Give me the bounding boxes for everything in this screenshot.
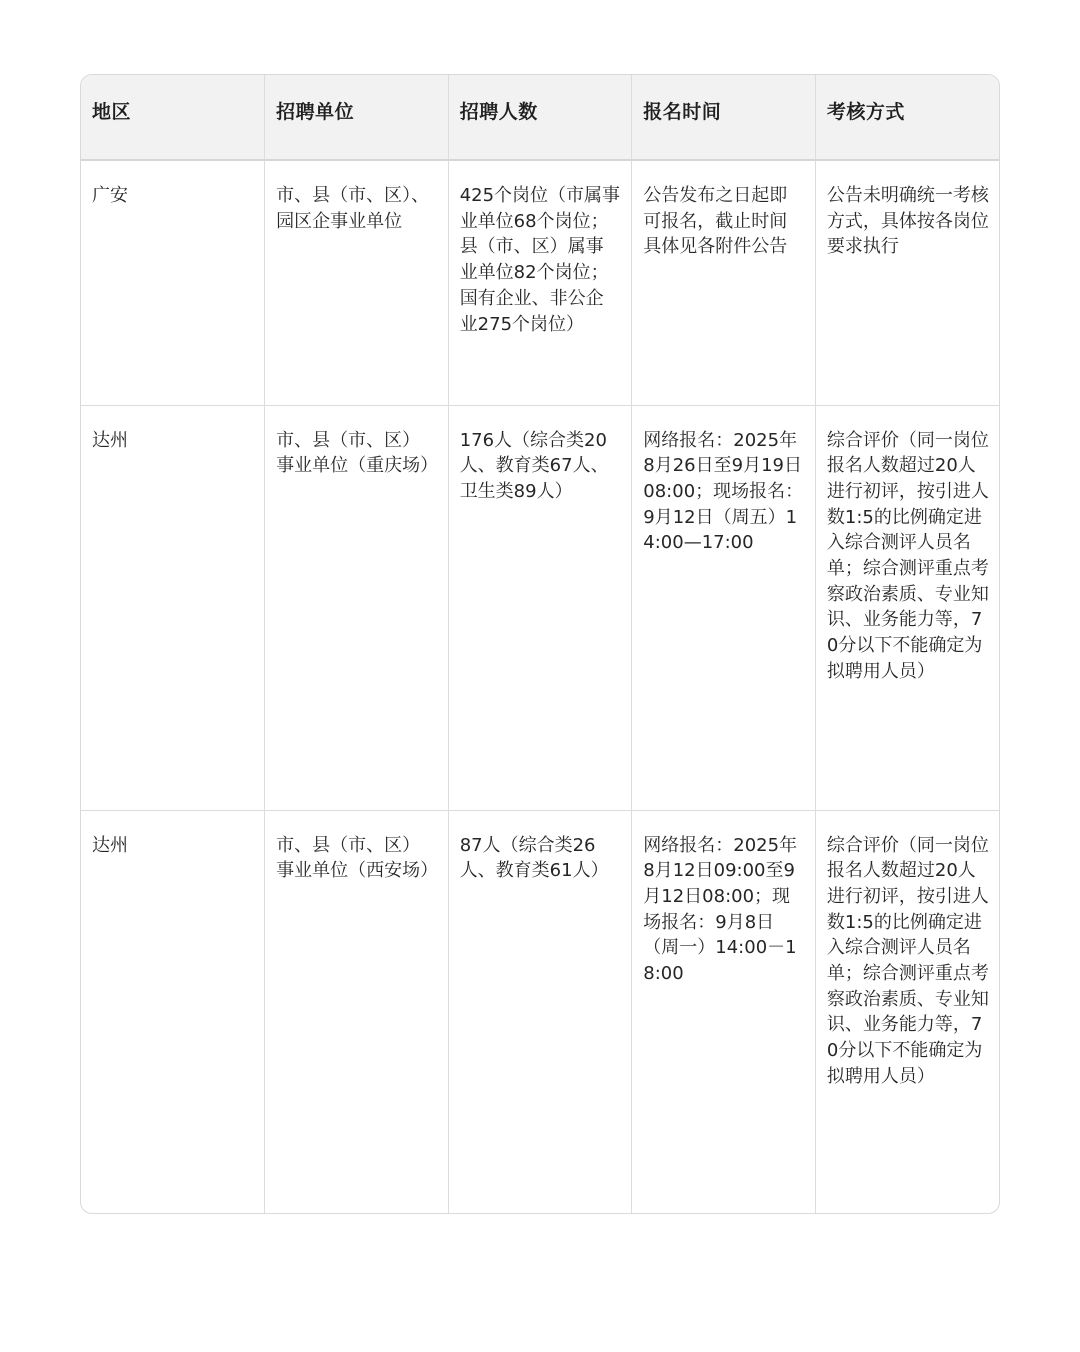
table-row: [81, 810, 999, 1214]
table-header-row: [81, 75, 999, 160]
header-unit: 招聘单位: [265, 75, 449, 160]
cell-time: 公告发布之日起即可报名，截止时间具体见各附件公告: [632, 160, 816, 405]
recruitment-table: [80, 74, 1000, 1214]
recruitment-table-grid: [81, 75, 999, 1214]
cell-region: 广安: [81, 160, 265, 405]
header-time: 报名时间: [632, 75, 816, 160]
header-method: 考核方式: [815, 75, 999, 160]
header-region: 地区: [81, 75, 265, 160]
header-count: 招聘人数: [448, 75, 632, 160]
cell-count: 87人（综合类26人、教育类61人）: [448, 810, 632, 1214]
cell-count: 425个岗位（市属事业单位68个岗位；县（市、区）属事业单位82个岗位；国有企业、非公企业275个岗位）: [448, 160, 632, 405]
cell-method: 综合评价（同一岗位报名人数超过20人进行初评，按引进人数1:5的比例确定进入综合测评人员名单；综合测评重点考察政治素质、专业知识、业务能力等，70分以下不能确定为拟聘用人员）: [826, 834, 989, 1087]
cell-method: 综合评价（同一岗位报名人数超过20人进行初评，按引进人数1:5的比例确定进入综合测评人员名单；综合测评重点考察政治素质、专业知识、业务能力等，70分以下不能确定为拟聘用人员）: [815, 405, 999, 810]
cell-region: 达州: [81, 810, 265, 1214]
table-row: [81, 405, 999, 810]
cell-time: 网络报名：2025年8月12日09:00至9月12日08:00；现场报名：9月8日（周一）14:00－18:00: [632, 810, 816, 1214]
cell-unit: 市、县（市、区）事业单位（西安场）: [265, 810, 449, 1214]
cell-unit: 市、县（市、区）、园区企事业单位: [265, 160, 449, 405]
cell-time: 网络报名：2025年8月26日至9月19日08:00；现场报名：9月12日（周五）14:00—17:00: [632, 405, 816, 810]
cell-method: 公告未明确统一考核方式，具体按各岗位要求执行: [815, 160, 999, 405]
cell-count: 176人（综合类20人、教育类67人、卫生类89人）: [448, 405, 632, 810]
table-row: [81, 160, 999, 405]
cell-unit: 市、县（市、区）事业单位（重庆场）: [265, 405, 449, 810]
cell-region: 达州: [81, 405, 265, 810]
